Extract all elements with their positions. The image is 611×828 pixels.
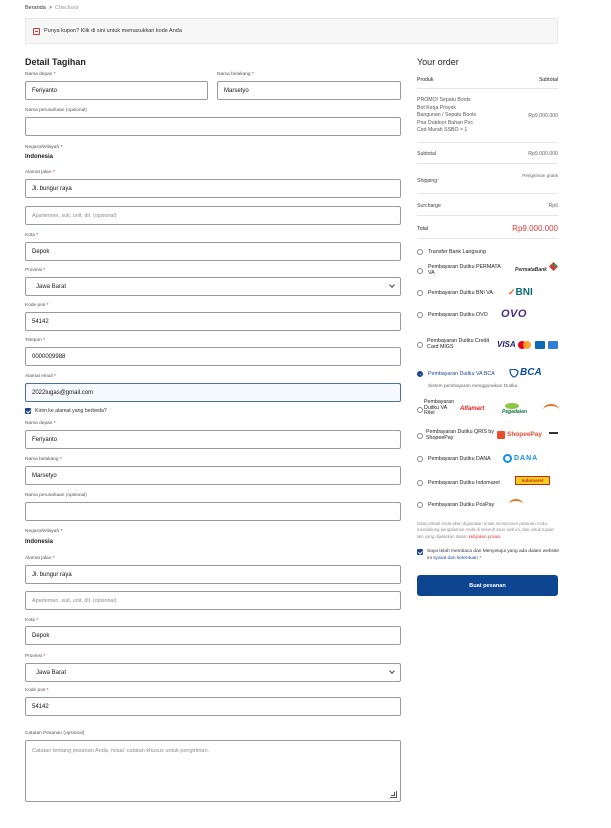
ship-last-name-label: Nama belakang * — [25, 457, 62, 462]
amex-logo — [548, 341, 558, 349]
breadcrumb — [25, 5, 78, 11]
ship-first-name-label: Nama depan * — [25, 421, 56, 426]
first-name-label: Nama depan * — [25, 72, 56, 77]
payment-radio-bank-transfer[interactable] — [417, 249, 423, 255]
jcb-logo — [535, 341, 545, 349]
postcode-input[interactable]: 54142 — [25, 312, 401, 331]
ship-province-select[interactable]: Jawa Barat — [25, 663, 401, 682]
payment-label-bni[interactable]: Pembayaran Duitku BNI VA — [428, 290, 493, 296]
shipping-value: Pengiriman gratis — [522, 173, 558, 178]
ship-company-label: Nama perusahaan (opsional) — [25, 493, 87, 498]
col-subtotal: Subtotal — [538, 77, 558, 83]
ship-address-input[interactable]: Jl. bungur raya — [25, 565, 401, 584]
bni-logo: ✓BNI — [508, 287, 533, 298]
ship-city-input[interactable]: Depok — [25, 626, 401, 645]
ship-address2-input[interactable]: Apartemen, suit, unit, dll. (opsional) — [25, 591, 401, 610]
payment-radio-dana[interactable] — [417, 456, 423, 462]
ship-different-checkbox[interactable] — [25, 408, 31, 414]
subtotal-label: Subtotal — [417, 151, 437, 157]
bca-logo: BCA — [520, 367, 542, 378]
payment-label-dana[interactable]: Pembayaran Duitku DANA — [428, 456, 491, 462]
company-input[interactable] — [25, 117, 401, 136]
pospay-mark-icon — [543, 404, 559, 416]
alfamart-logo: Alfamart — [460, 406, 485, 412]
coupon-notice[interactable] — [25, 18, 558, 44]
email-label: Alamat email * — [25, 374, 56, 379]
subtotal-value: Rp9.000.000 — [528, 151, 558, 157]
pegadaian-logo: Pegadaian — [502, 409, 528, 415]
dana-icon — [503, 454, 512, 463]
payment-radio-permata[interactable] — [417, 268, 423, 274]
country-label: Negara/Wilayah * — [25, 145, 63, 150]
ship-country-label: Negara/Wilayah * — [25, 529, 63, 534]
product-name: PROMO! Sepatu Boots Bot Kerja Proyek Bangunan / Sepatu Boots Pria Outdoor Bahan Pvc Cod Murah SSBO × 1 — [417, 97, 477, 134]
ship-city-label: Kota * — [25, 618, 39, 623]
payment-label-indomaret[interactable]: Pembayaran Duitku Indomaret — [428, 480, 500, 486]
notes-label: Catatan Pesanan (opsional) — [25, 731, 85, 736]
ship-different-label[interactable]: Kirim ke alamat yang berbeda? — [35, 408, 107, 414]
company-label: Nama perusahaan (opsional) — [25, 108, 87, 113]
col-product: Produk — [417, 77, 434, 83]
coupon-icon — [33, 28, 40, 35]
mastercard-logo — [518, 341, 531, 349]
ship-province-label: Provinsi * — [25, 654, 46, 659]
ovo-logo: OVO — [501, 308, 527, 320]
payment-label-permata[interactable]: Pembayaran Duitku PERMATA VA — [428, 264, 501, 276]
shipping-label: Shipping: — [417, 178, 439, 184]
payment-radio-qris[interactable] — [417, 433, 423, 439]
divider — [417, 215, 558, 216]
indomaret-logo: Indomaret — [515, 476, 550, 485]
terms-link[interactable]: syarat dan ketentuan — [433, 556, 478, 561]
last-name-label: Nama belakang * — [217, 72, 254, 77]
email-input[interactable]: 2022lugas@gmail.com — [25, 383, 401, 402]
breadcrumb-current: Checkout — [55, 5, 79, 11]
dana-logo: DANA — [514, 455, 539, 462]
first-name-input[interactable]: Feriyanto — [25, 81, 208, 100]
breadcrumb-separator: > — [48, 5, 53, 11]
order-notes-textarea[interactable] — [25, 740, 401, 802]
payment-radio-ritel[interactable] — [417, 407, 423, 413]
divider — [417, 142, 558, 143]
payment-radio-ovo[interactable] — [417, 312, 423, 318]
order-title: Your order — [417, 57, 459, 67]
payment-radio-credit-card[interactable] — [417, 342, 423, 348]
place-order-button[interactable]: Buat pesanan — [417, 575, 558, 596]
privacy-policy-link[interactable]: kebijakan privasi. — [468, 533, 502, 539]
pospay-logo-icon — [509, 499, 523, 509]
address2-input[interactable]: Apartemen, suit, unit, dll. (opsional) — [25, 206, 401, 225]
permata-logo: PermataBank — [515, 267, 547, 273]
surcharge-label: Surcharge — [417, 203, 441, 209]
chevron-down-icon — [389, 668, 395, 674]
chevron-down-icon — [389, 282, 395, 288]
terms-checkbox[interactable] — [417, 549, 423, 555]
payment-label-credit-card[interactable]: Pembayaran Duitku Credit Card MIGS — [427, 338, 490, 350]
qris-mark-icon — [549, 432, 558, 436]
notes-placeholder: Catatan tentang pesanan Anda, misal: catatan khusus untuk pengiriman. — [32, 748, 210, 754]
ship-first-name-input[interactable]: Feriyanto — [25, 430, 401, 449]
payment-radio-indomaret[interactable] — [417, 480, 423, 486]
ship-postcode-label: Kode pos * — [25, 688, 49, 693]
divider — [417, 163, 558, 164]
address-label: Alamat jalan * — [25, 170, 55, 175]
resize-grip-icon[interactable] — [390, 791, 397, 798]
payment-label-pospay[interactable]: Pembayaran Duitku PosPay — [428, 502, 495, 508]
shopeepay-bag-icon — [497, 431, 505, 439]
country-value: Indonesia — [25, 154, 54, 160]
payment-label-bank-transfer[interactable]: Transfer Bank Langsung — [428, 249, 486, 255]
province-select[interactable]: Jawa Barat — [25, 277, 401, 296]
bca-description: Sistem pembayaran menggunakan Duitku. — [428, 384, 519, 389]
breadcrumb-home[interactable]: Beranda — [25, 5, 46, 11]
privacy-notice: Data pribadi Anda akan digunakan untuk memproses pesanan Anda, mendukung pengalaman Anda di seluruh situs web ini, dan untuk tujuan lain yang dijelaskan dalam kebijakan privasi. — [417, 521, 554, 539]
billing-title: Detail Tagihan — [25, 57, 86, 67]
payment-radio-bca[interactable] — [417, 371, 423, 377]
phone-label: Telepon * — [25, 338, 46, 343]
payment-label-qris[interactable]: Pembayaran Duitku QRIS by ShopeePay — [426, 429, 495, 441]
phone-input[interactable]: 0000009988 — [25, 347, 401, 366]
payment-radio-pospay[interactable] — [417, 502, 423, 508]
permata-mark-icon — [549, 262, 558, 271]
payment-label-bca[interactable]: Pembayaran Duitku VA BCA — [428, 371, 495, 377]
ship-postcode-input[interactable]: 54142 — [25, 697, 401, 716]
terms-label: Saya telah membaca dan Menyetujui yang ada dalam website ini syarat dan ketentuan * — [427, 549, 559, 561]
divider — [417, 238, 558, 239]
bca-mark-icon — [509, 369, 519, 378]
coupon-text[interactable]: Punya kupon? Klik di sini untuk memasukkan kode Anda — [44, 28, 182, 34]
divider — [417, 88, 558, 89]
surcharge-value: Rp0 — [548, 203, 558, 209]
city-label: Kota * — [25, 233, 39, 238]
address-input[interactable]: Jl. bungur raya — [25, 179, 401, 198]
payment-label-ritel[interactable]: Pembayaran Duitku VA Ritel — [424, 399, 455, 417]
visa-logo: VISA — [497, 340, 516, 349]
ship-address-label: Alamat jalan * — [25, 556, 55, 561]
city-input[interactable]: Depok — [25, 242, 401, 261]
last-name-input[interactable]: Marsetyo — [217, 81, 401, 100]
ship-country-value: Indonesia — [25, 539, 54, 545]
payment-label-ovo[interactable]: Pembayaran Duitku OVO — [428, 312, 488, 318]
total-label: Total — [417, 226, 428, 232]
product-price: Rp9.000.000 — [528, 113, 558, 119]
total-value: Rp9.000.000 — [512, 224, 558, 233]
ship-last-name-input[interactable]: Marsetyo — [25, 466, 401, 485]
divider — [417, 193, 558, 194]
province-label: Provinsi * — [25, 268, 46, 273]
payment-radio-bni[interactable] — [417, 290, 423, 296]
shopeepay-logo: ShopeePay — [507, 431, 543, 438]
ship-company-input[interactable] — [25, 502, 401, 521]
postcode-label: Kode pos * — [25, 303, 49, 308]
